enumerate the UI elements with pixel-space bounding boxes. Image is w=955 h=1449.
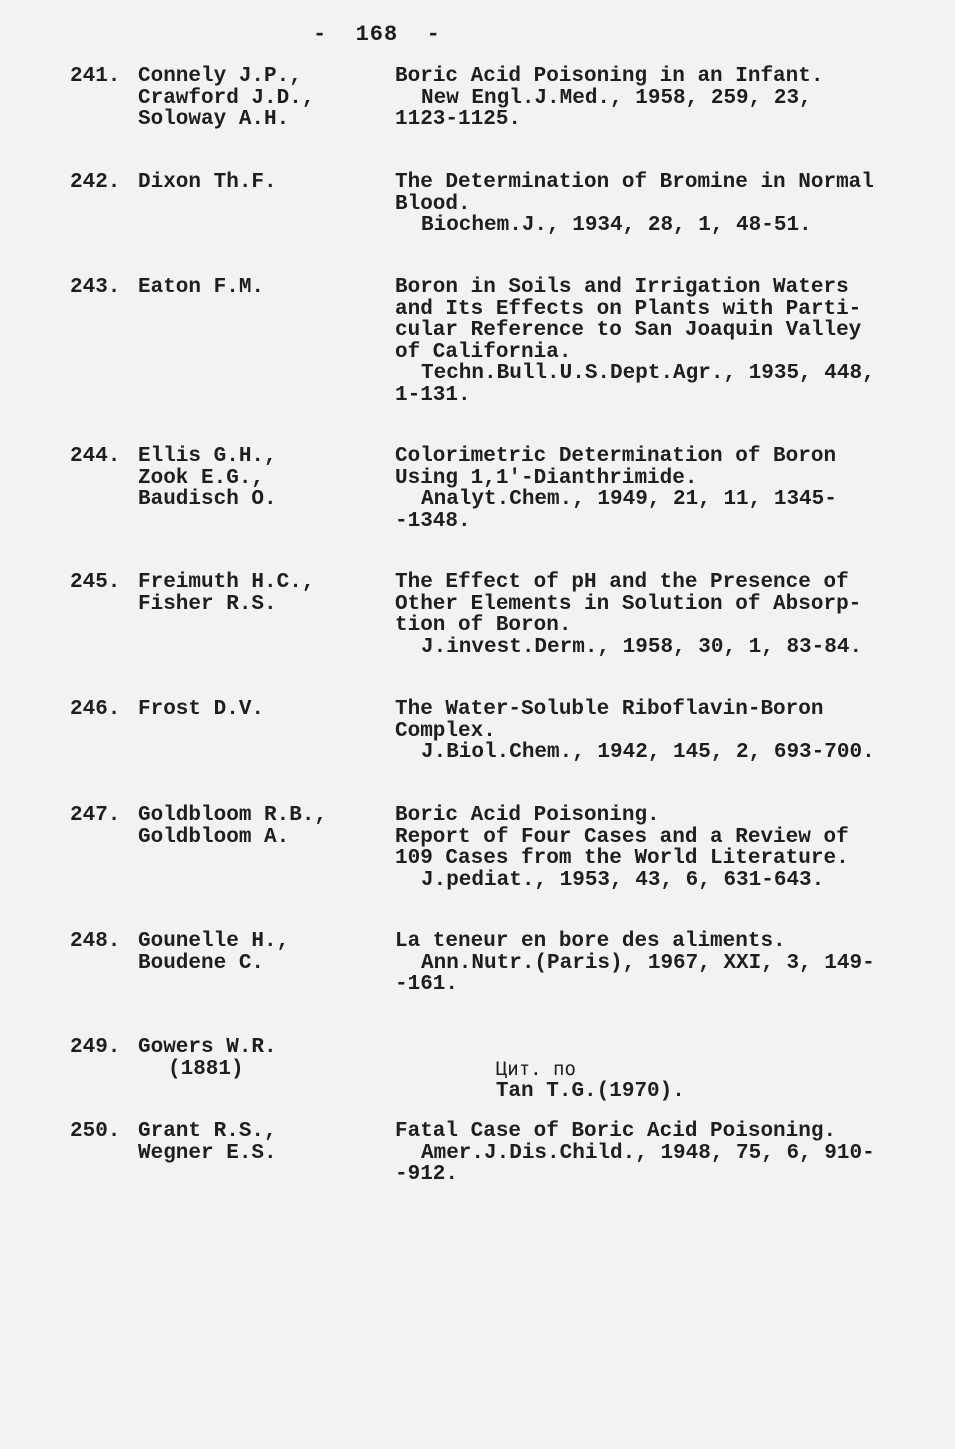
entry-title-line: Boric Acid Poisoning in an Infant. [395,65,824,88]
entry-number: 250. [70,1120,121,1143]
entry-title-line: Complex. [395,719,496,743]
author: Eaton F.M. [138,276,265,299]
entry-title-line: tion of Boron. [395,614,572,637]
entry-reference [395,172,874,237]
entry-number: 244. [70,445,121,468]
author: Zook E.G., [138,466,265,490]
entry-authors [138,66,314,131]
entry-title-line: The Determination of Bromine in Normal [395,171,874,194]
entry-source: Ann.Nutr.(Paris), 1967, XXI, 3, 149- [421,951,875,975]
entry-title-line: The Water-Soluble Riboflavin-Boron [395,698,824,721]
entry-title-line: Report of Four Cases and a Review of [395,825,849,849]
entry-title-line: Boric Acid Poisoning. [395,804,660,827]
entry-title-line: 109 Cases from the World Literature. [395,847,849,870]
entry-reference [395,699,875,764]
entry-authors [138,572,314,615]
entry-source-cont: -161. [395,973,459,996]
citation-reference: Tan T.G.(1970). [495,1080,685,1103]
entry-authors [138,805,327,848]
entry-source-cont: -1348. [395,509,471,533]
entry-source: J.pediat., 1953, 43, 6, 631-643. [421,868,825,892]
author: Goldbloom A. [138,825,290,849]
author: Fisher R.S. [138,592,277,616]
entry-number: 241. [70,65,121,88]
entry-reference [395,1121,875,1186]
entry-number: 246. [70,698,121,721]
entry-source: New Engl.J.Med., 1958, 259, 23, [421,86,812,110]
entry-source-cont: 1123-1125. [395,108,522,131]
entry-reference [395,66,823,131]
entry-reference [395,277,875,406]
author: Baudisch O. [138,488,277,511]
entry-title-line: Colorimetric Determination of Boron [395,445,837,468]
entry-reference [395,446,837,532]
entry-title-line: The Effect of pH and the Presence of [395,571,849,594]
entry-title-line: Blood. [395,192,471,216]
entry-source: Techn.Bull.U.S.Dept.Agr., 1935, 448, [421,362,875,385]
entry-source: Analyt.Chem., 1949, 21, 11, 1345- [421,488,837,511]
author: Dixon Th.F. [138,171,277,194]
entry-authors [138,931,289,974]
entry-title-line: of California. [395,340,572,364]
entry-authors [138,1037,277,1080]
author: Ellis G.H., [138,445,277,468]
page-number: - 168 - [313,22,441,47]
entry-authors [138,1121,277,1164]
entry-authors [138,446,277,511]
entry-authors [138,699,264,721]
entry-source-cont: 1-131. [395,383,471,407]
entry-reference [395,572,862,658]
entry-number: 247. [70,804,121,827]
citation-prefix: Цит. по [495,1057,576,1080]
author: Soloway A.H. [138,108,290,131]
entry-reference [395,1037,685,1124]
entry-authors [138,172,277,194]
entry-source: Amer.J.Dis.Child., 1948, 75, 6, 910- [421,1141,875,1165]
author: Frost D.V. [138,698,265,721]
entry-title-line: and Its Effects on Plants with Parti- [395,297,862,321]
author: Freimuth H.C., [138,571,315,594]
author: Gowers W.R. [138,1036,277,1059]
author: Gounelle H., [138,930,290,953]
entry-title-line: Boron in Soils and Irrigation Waters [395,276,849,299]
entry-authors [138,277,264,299]
entry-number: 248. [70,930,121,953]
entry-number: 243. [70,276,121,299]
entry-title-line: Other Elements in Solution of Absorp- [395,592,862,616]
author: Wegner E.S. [138,1141,277,1165]
author: Grant R.S., [138,1120,277,1143]
entry-source: Biochem.J., 1934, 28, 1, 48-51. [421,214,812,237]
entry-number: 242. [70,171,121,194]
author: Connely J.P., [138,65,302,88]
entry-reference [395,805,849,891]
entry-reference [395,931,875,996]
entry-source: J.invest.Derm., 1958, 30, 1, 83-84. [421,635,863,659]
entry-title-line: Using 1,1'-Dianthrimide. [395,466,698,490]
entry-number: 249. [70,1036,121,1059]
entry-number: 245. [70,571,121,594]
author-year: (1881) [168,1057,244,1081]
entry-source: J.Biol.Chem., 1942, 145, 2, 693-700. [421,741,875,764]
entry-title-line: La teneur en bore des aliments. [395,930,786,953]
entry-title-line: cular Reference to San Joaquin Valley [395,319,862,342]
entry-title-line: Fatal Case of Boric Acid Poisoning. [395,1120,837,1143]
entry-source-cont: -912. [395,1163,459,1186]
author: Goldbloom R.B., [138,804,328,827]
author: Boudene C. [138,951,265,975]
author: Crawford J.D., [138,86,315,110]
